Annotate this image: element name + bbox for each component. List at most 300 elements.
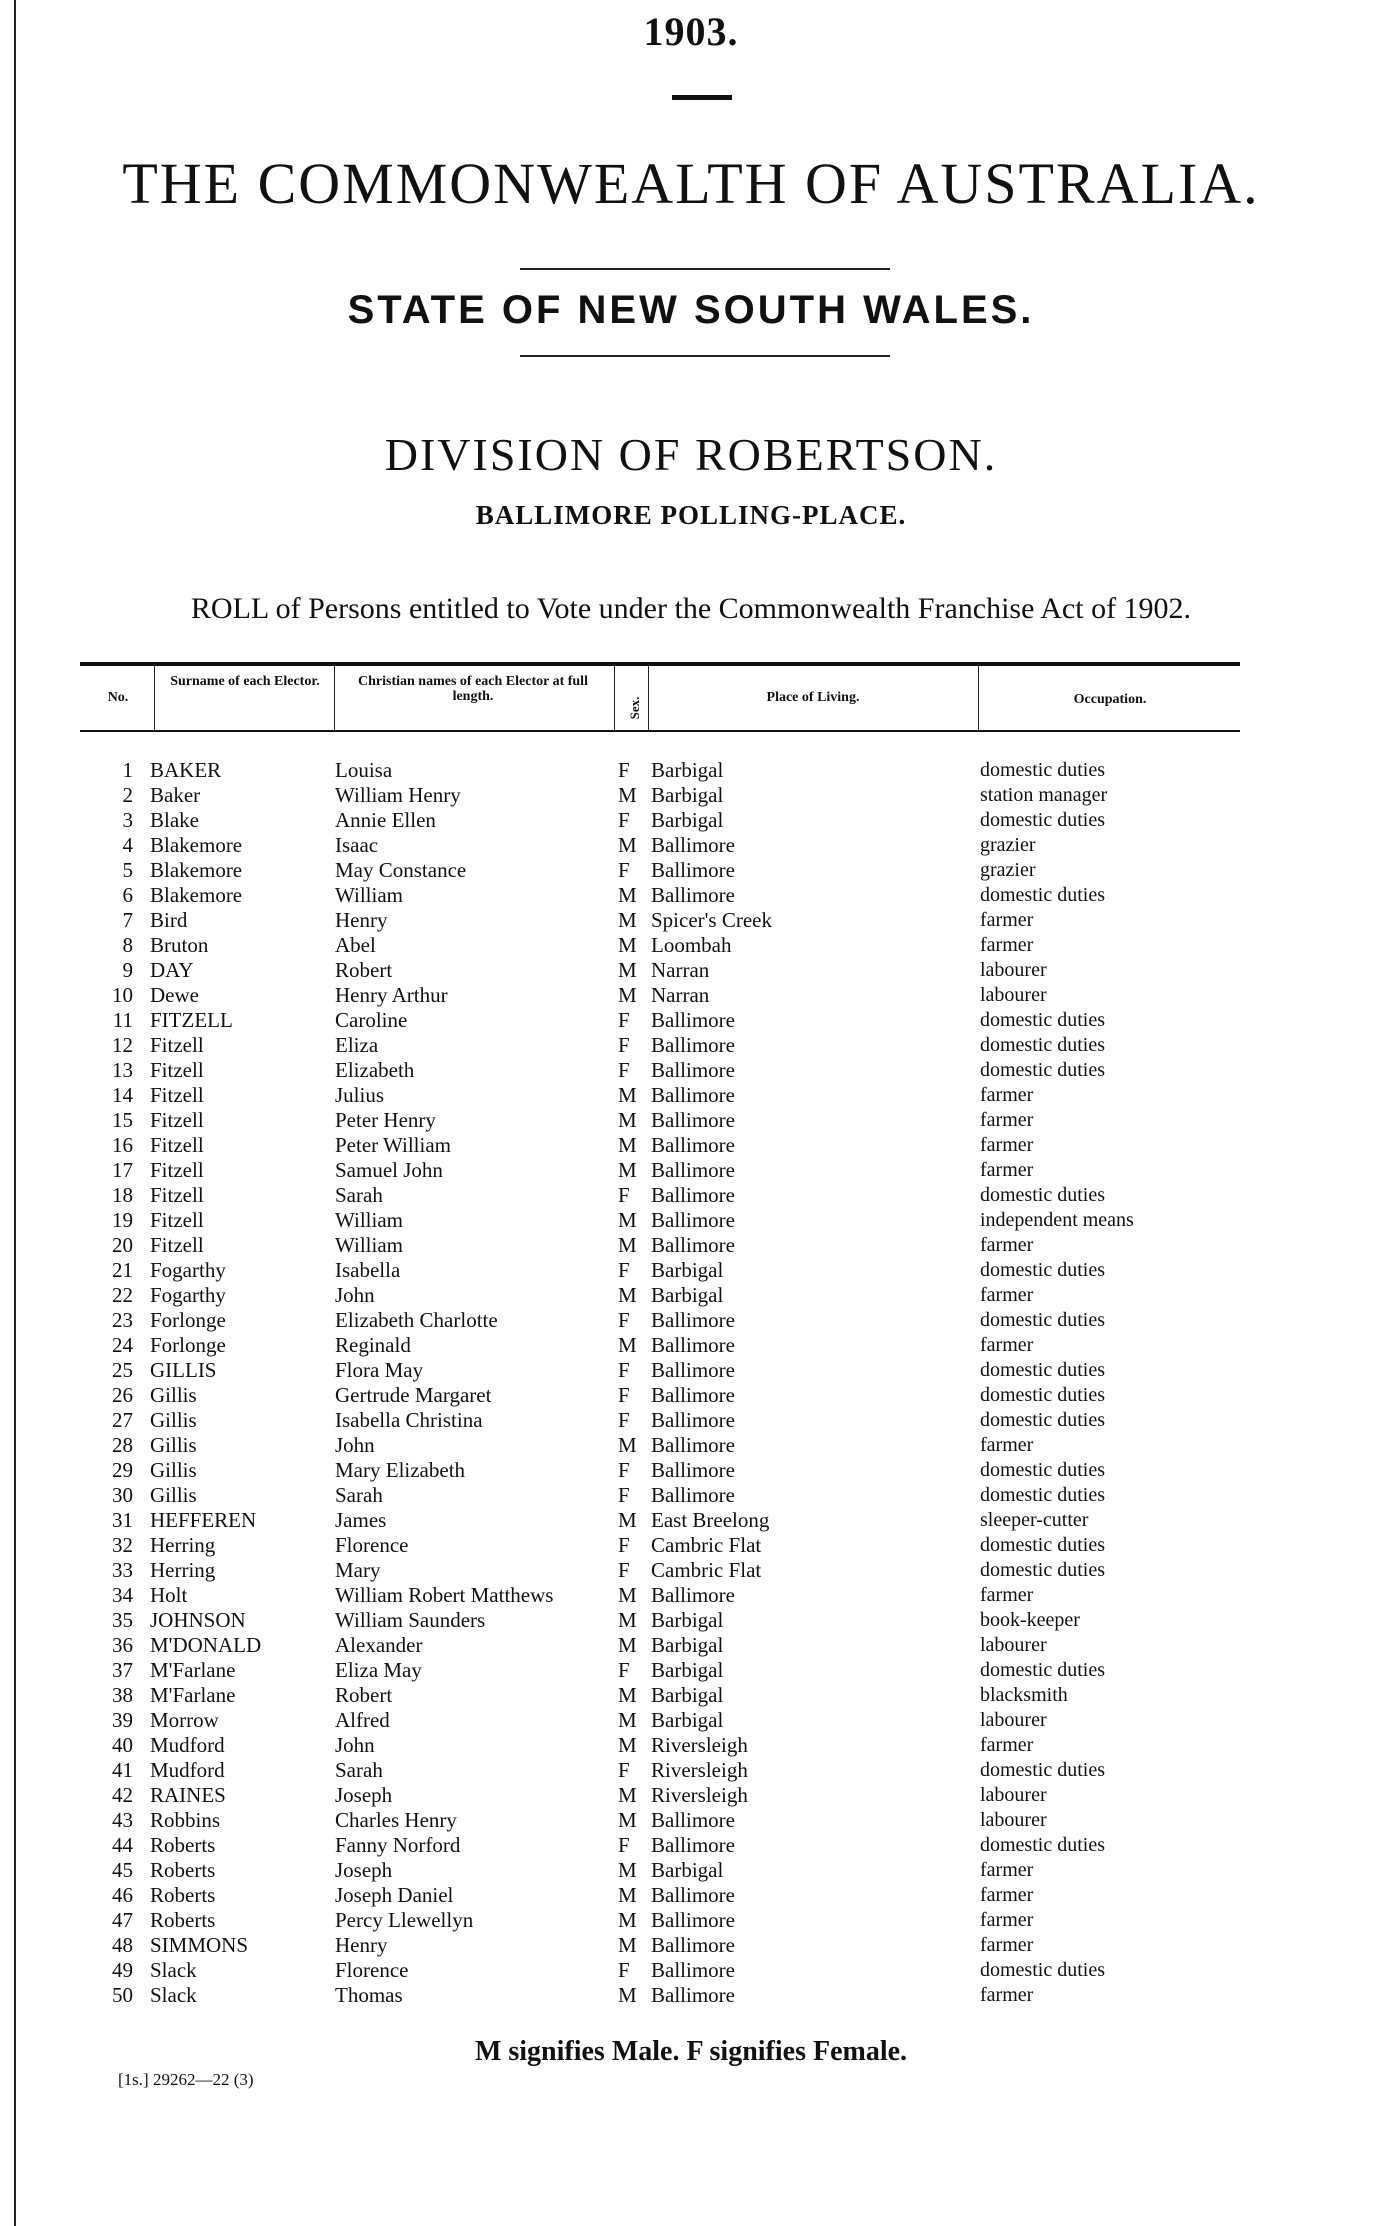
row-number: 6 [122, 883, 133, 907]
elector-christian-names: Peter Henry [335, 1108, 436, 1132]
elector-occupation: labourer [980, 1634, 1047, 1656]
table-row [0, 1383, 1382, 1408]
row-number: 49 [112, 1958, 133, 1982]
elector-place: Ballimore [651, 1083, 735, 1107]
elector-sex: F [618, 808, 630, 832]
elector-christian-names: Peter William [335, 1133, 451, 1157]
elector-christian-names: Henry [335, 1933, 388, 1957]
elector-surname: Fitzell [150, 1058, 204, 1082]
row-number: 18 [112, 1183, 133, 1207]
elector-surname: Slack [150, 1983, 197, 2007]
elector-occupation: farmer [980, 1984, 1034, 2006]
elector-sex: F [618, 1958, 630, 1982]
elector-sex: M [618, 933, 637, 957]
elector-sex: M [618, 958, 637, 982]
elector-sex: M [618, 1933, 637, 1957]
elector-occupation: farmer [980, 1134, 1034, 1156]
row-number: 27 [112, 1408, 133, 1432]
elector-sex: M [618, 1858, 637, 1882]
table-row [0, 958, 1382, 983]
elector-place: Spicer's Creek [651, 908, 772, 932]
elector-occupation: labourer [980, 959, 1047, 981]
elector-place: Riversleigh [651, 1758, 748, 1782]
elector-christian-names: William Henry [335, 783, 461, 807]
elector-occupation: domestic duties [980, 1059, 1105, 1081]
elector-sex: M [618, 983, 637, 1007]
elector-surname: GILLIS [150, 1358, 217, 1382]
elector-sex: F [618, 1458, 630, 1482]
elector-occupation: farmer [980, 909, 1034, 931]
row-number: 38 [112, 1683, 133, 1707]
table-row [0, 1958, 1382, 1983]
table-row [0, 1708, 1382, 1733]
elector-christian-names: William Robert Matthews [335, 1583, 554, 1607]
elector-place: Ballimore [651, 1058, 735, 1082]
row-number: 44 [112, 1833, 133, 1857]
elector-place: Ballimore [651, 1183, 735, 1207]
elector-christian-names: Eliza May [335, 1658, 422, 1682]
elector-christian-names: Gertrude Margaret [335, 1383, 492, 1407]
page-title: THE COMMONWEALTH OF AUSTRALIA. [122, 151, 1260, 216]
division-heading: DIVISION OF ROBERTSON. [384, 429, 998, 480]
elector-sex: M [618, 908, 637, 932]
elector-christian-names: Julius [335, 1083, 385, 1107]
table-row [0, 1883, 1382, 1908]
table-row [0, 1008, 1382, 1033]
row-number: 40 [112, 1733, 133, 1757]
elector-sex: M [618, 1808, 637, 1832]
row-number: 35 [112, 1608, 133, 1632]
elector-christian-names: Joseph [335, 1858, 393, 1882]
elector-place: Barbigal [651, 783, 724, 807]
state-heading: STATE OF NEW SOUTH WALES. [347, 288, 1035, 332]
header-surname: Surname of each Elector. [170, 674, 320, 689]
elector-surname: DAY [150, 958, 194, 982]
elector-occupation: farmer [980, 1934, 1034, 1956]
elector-occupation: farmer [980, 1734, 1034, 1756]
elector-surname: Roberts [150, 1908, 216, 1932]
elector-sex: M [618, 1208, 637, 1232]
row-number: 19 [112, 1208, 133, 1232]
elector-place: Barbigal [651, 1258, 724, 1282]
elector-christian-names: Percy Llewellyn [335, 1908, 474, 1932]
elector-sex: F [618, 1358, 630, 1382]
elector-sex: F [618, 1033, 630, 1057]
elector-christian-names: Mary Elizabeth [335, 1458, 466, 1482]
elector-christian-names: Henry Arthur [335, 983, 448, 1007]
elector-sex: F [618, 1058, 630, 1082]
elector-surname: Fitzell [150, 1158, 204, 1182]
column-divider [154, 666, 155, 730]
table-row [0, 983, 1382, 1008]
table-row [0, 1358, 1382, 1383]
print-code: [1s.] 29262—22 (3) [118, 2070, 254, 2089]
elector-occupation: independent means [980, 1209, 1134, 1231]
table-row [0, 1658, 1382, 1683]
elector-christian-names: May Constance [335, 858, 467, 882]
table-row [0, 783, 1382, 808]
elector-surname: Fitzell [150, 1033, 204, 1057]
elector-place: Ballimore [651, 1233, 735, 1257]
table-row [0, 1608, 1382, 1633]
elector-occupation: farmer [980, 934, 1034, 956]
elector-surname: Blakemore [150, 858, 243, 882]
row-number: 31 [112, 1508, 133, 1532]
row-number: 9 [122, 958, 133, 982]
table-row [0, 1533, 1382, 1558]
elector-sex: M [618, 1433, 637, 1457]
elector-sex: M [618, 1108, 637, 1132]
elector-christian-names: Caroline [335, 1008, 408, 1032]
row-number: 13 [112, 1058, 133, 1082]
sex-legend: M signifies Male. F signifies Female. [474, 2036, 908, 2067]
elector-sex: F [618, 1408, 630, 1432]
elector-surname: HEFFEREN [150, 1508, 257, 1532]
row-number: 10 [112, 983, 133, 1007]
elector-christian-names: Mary [335, 1558, 381, 1582]
table-row [0, 1683, 1382, 1708]
elector-occupation: labourer [980, 1809, 1047, 1831]
elector-place: Ballimore [651, 883, 735, 907]
row-number: 7 [122, 908, 133, 932]
table-row [0, 758, 1382, 783]
row-number: 37 [112, 1658, 133, 1682]
elector-place: Loombah [651, 933, 732, 957]
elector-occupation: domestic duties [980, 809, 1105, 831]
elector-occupation: farmer [980, 1109, 1034, 1131]
elector-christian-names: Eliza [335, 1033, 379, 1057]
row-number: 28 [112, 1433, 133, 1457]
row-number: 16 [112, 1133, 133, 1157]
elector-occupation: domestic duties [980, 1384, 1105, 1406]
elector-place: Riversleigh [651, 1783, 748, 1807]
elector-christian-names: Louisa [335, 758, 393, 782]
elector-surname: Forlonge [150, 1308, 226, 1332]
row-number: 48 [112, 1933, 133, 1957]
elector-place: Ballimore [651, 1333, 735, 1357]
elector-christian-names: Robert [335, 958, 393, 982]
title-divider [520, 268, 890, 270]
elector-surname: RAINES [150, 1783, 226, 1807]
column-divider [334, 666, 335, 730]
elector-occupation: domestic duties [980, 1359, 1105, 1381]
elector-surname: Fitzell [150, 1183, 204, 1207]
row-number: 29 [112, 1458, 133, 1482]
table-row [0, 883, 1382, 908]
elector-place: Barbigal [651, 758, 724, 782]
row-number: 22 [112, 1283, 133, 1307]
elector-occupation: domestic duties [980, 1484, 1105, 1506]
elector-occupation: domestic duties [980, 1009, 1105, 1031]
row-number: 43 [112, 1808, 133, 1832]
elector-sex: M [618, 1233, 637, 1257]
elector-surname: Gillis [150, 1383, 197, 1407]
row-number: 8 [122, 933, 133, 957]
elector-surname: Roberts [150, 1883, 216, 1907]
elector-occupation: domestic duties [980, 1834, 1105, 1856]
elector-occupation: station manager [980, 784, 1108, 806]
elector-surname: SIMMONS [150, 1933, 249, 1957]
row-number: 47 [112, 1908, 133, 1932]
table-row [0, 1183, 1382, 1208]
table-row [0, 1058, 1382, 1083]
row-number: 20 [112, 1233, 133, 1257]
header-no: No. [107, 690, 129, 705]
elector-place: Barbigal [651, 1283, 724, 1307]
row-number: 4 [122, 833, 133, 857]
row-number: 46 [112, 1883, 133, 1907]
elector-sex: M [618, 1908, 637, 1932]
row-number: 50 [112, 1983, 133, 2007]
table-row [0, 1633, 1382, 1658]
table-row [0, 1108, 1382, 1133]
elector-rows [0, 758, 1382, 2008]
table-row [0, 1208, 1382, 1233]
elector-christian-names: Charles Henry [335, 1808, 457, 1832]
table-row [0, 1458, 1382, 1483]
table-row [0, 1933, 1382, 1958]
elector-sex: F [618, 758, 630, 782]
elector-christian-names: Isabella Christina [335, 1408, 483, 1432]
elector-surname: Herring [150, 1558, 216, 1582]
elector-surname: Slack [150, 1958, 197, 1982]
elector-surname: Baker [150, 783, 201, 807]
row-number: 26 [112, 1383, 133, 1407]
elector-sex: F [618, 1308, 630, 1332]
elector-occupation: grazier [980, 859, 1036, 881]
elector-sex: F [618, 1658, 630, 1682]
table-row [0, 1158, 1382, 1183]
elector-surname: Blake [150, 808, 199, 832]
elector-place: Barbigal [651, 1633, 724, 1657]
elector-occupation: domestic duties [980, 1559, 1105, 1581]
table-row [0, 1283, 1382, 1308]
elector-surname: Dewe [150, 983, 199, 1007]
elector-place: Ballimore [651, 1158, 735, 1182]
elector-surname: Blakemore [150, 883, 243, 907]
elector-surname: Fitzell [150, 1208, 204, 1232]
elector-place: Ballimore [651, 1883, 735, 1907]
elector-place: Ballimore [651, 1033, 735, 1057]
row-number: 25 [112, 1358, 133, 1382]
table-row [0, 1233, 1382, 1258]
elector-occupation: sleeper-cutter [980, 1509, 1089, 1531]
elector-sex: F [618, 1483, 630, 1507]
elector-christian-names: Annie Ellen [335, 808, 436, 832]
elector-christian-names: John [335, 1733, 375, 1757]
row-number: 14 [112, 1083, 133, 1107]
table-row [0, 1483, 1382, 1508]
row-number: 36 [112, 1633, 133, 1657]
elector-surname: Fitzell [150, 1133, 204, 1157]
elector-sex: M [618, 1633, 637, 1657]
row-number: 32 [112, 1533, 133, 1557]
elector-christian-names: Isaac [335, 833, 379, 857]
elector-occupation: domestic duties [980, 759, 1105, 781]
column-divider [648, 666, 649, 730]
elector-place: Ballimore [651, 1408, 735, 1432]
elector-sex: F [618, 1558, 630, 1582]
row-number: 11 [112, 1008, 133, 1032]
elector-occupation: farmer [980, 1909, 1034, 1931]
elector-sex: M [618, 833, 637, 857]
elector-christian-names: Sarah [335, 1483, 383, 1507]
elector-occupation: domestic duties [980, 1184, 1105, 1206]
elector-sex: F [618, 1758, 630, 1782]
elector-place: Ballimore [651, 833, 735, 857]
elector-sex: M [618, 1683, 637, 1707]
elector-sex: M [618, 1708, 637, 1732]
year-dash-divider [672, 95, 732, 100]
elector-place: Ballimore [651, 1983, 735, 2007]
row-number: 21 [112, 1258, 133, 1282]
table-header-rule [80, 730, 1240, 732]
elector-place: Ballimore [651, 1008, 735, 1032]
elector-sex: F [618, 1183, 630, 1207]
elector-surname: Fogarthy [150, 1258, 226, 1282]
table-row [0, 1558, 1382, 1583]
row-number: 24 [112, 1333, 133, 1357]
elector-christian-names: Alexander [335, 1633, 423, 1657]
table-top-rule [80, 662, 1240, 666]
row-number: 15 [112, 1108, 133, 1132]
elector-place: Ballimore [651, 1308, 735, 1332]
row-number: 12 [112, 1033, 133, 1057]
year-heading: 1903. [643, 9, 739, 54]
table-row [0, 1083, 1382, 1108]
elector-surname: Herring [150, 1533, 216, 1557]
elector-surname: M'Farlane [150, 1683, 236, 1707]
elector-occupation: farmer [980, 1284, 1034, 1306]
elector-surname: JOHNSON [150, 1608, 246, 1632]
elector-surname: Morrow [150, 1708, 219, 1732]
elector-sex: M [618, 1133, 637, 1157]
elector-christian-names: Elizabeth [335, 1058, 415, 1082]
elector-place: Narran [651, 958, 710, 982]
table-row [0, 808, 1382, 833]
header-occupation: Occupation. [1073, 692, 1147, 707]
table-row [0, 1858, 1382, 1883]
elector-christian-names: James [335, 1508, 387, 1532]
elector-surname: BAKER [150, 758, 222, 782]
elector-place: Ballimore [651, 1458, 735, 1482]
elector-place: Barbigal [651, 808, 724, 832]
table-row [0, 1408, 1382, 1433]
elector-christian-names: Alfred [335, 1708, 390, 1732]
column-divider [614, 666, 615, 730]
elector-surname: M'Farlane [150, 1658, 236, 1682]
table-row [0, 1833, 1382, 1858]
table-row [0, 1133, 1382, 1158]
elector-place: Ballimore [651, 1583, 735, 1607]
polling-place-heading: BALLIMORE POLLING-PLACE. [475, 500, 907, 530]
elector-christian-names: Robert [335, 1683, 393, 1707]
header-sex: Sex. [627, 696, 642, 720]
elector-christian-names: William [335, 1208, 403, 1232]
elector-occupation: domestic duties [980, 1034, 1105, 1056]
row-number: 41 [112, 1758, 133, 1782]
elector-christian-names: Thomas [335, 1983, 403, 2007]
elector-surname: Gillis [150, 1408, 197, 1432]
row-number: 42 [112, 1783, 133, 1807]
elector-occupation: farmer [980, 1084, 1034, 1106]
elector-place: Ballimore [651, 1908, 735, 1932]
elector-place: Ballimore [651, 1433, 735, 1457]
column-divider [978, 666, 979, 730]
elector-christian-names: Joseph [335, 1783, 393, 1807]
elector-occupation: farmer [980, 1159, 1034, 1181]
elector-christian-names: Flora May [335, 1358, 424, 1382]
elector-christian-names: John [335, 1433, 375, 1457]
elector-surname: Gillis [150, 1458, 197, 1482]
elector-christian-names: Fanny Norford [335, 1833, 461, 1857]
elector-occupation: farmer [980, 1434, 1034, 1456]
elector-place: Ballimore [651, 1958, 735, 1982]
table-row [0, 833, 1382, 858]
elector-occupation: labourer [980, 984, 1047, 1006]
elector-occupation: domestic duties [980, 1534, 1105, 1556]
elector-sex: M [618, 1883, 637, 1907]
elector-surname: Blakemore [150, 833, 243, 857]
elector-surname: Mudford [150, 1733, 225, 1757]
state-divider [520, 355, 890, 357]
table-row [0, 1508, 1382, 1533]
elector-surname: M'DONALD [150, 1633, 262, 1657]
row-number: 34 [112, 1583, 133, 1607]
elector-christian-names: Samuel John [335, 1158, 443, 1182]
elector-occupation: domestic duties [980, 1409, 1105, 1431]
elector-occupation: book-keeper [980, 1609, 1080, 1631]
elector-place: Ballimore [651, 1108, 735, 1132]
elector-sex: F [618, 1833, 630, 1857]
elector-surname: FITZELL [150, 1008, 233, 1032]
elector-surname: Roberts [150, 1858, 216, 1882]
elector-christian-names: William [335, 883, 403, 907]
elector-surname: Forlonge [150, 1333, 226, 1357]
elector-sex: M [618, 1283, 637, 1307]
elector-occupation: blacksmith [980, 1684, 1068, 1706]
table-row [0, 908, 1382, 933]
table-row [0, 1733, 1382, 1758]
elector-sex: F [618, 1533, 630, 1557]
row-number: 39 [112, 1708, 133, 1732]
row-number: 1 [122, 758, 133, 782]
elector-christian-names: Florence [335, 1958, 409, 1982]
elector-occupation: domestic duties [980, 1759, 1105, 1781]
elector-christian-names: Henry [335, 908, 388, 932]
elector-occupation: farmer [980, 1584, 1034, 1606]
elector-surname: Bird [150, 908, 188, 932]
elector-surname: Fitzell [150, 1108, 204, 1132]
elector-place: Narran [651, 983, 710, 1007]
elector-christian-names: William [335, 1233, 403, 1257]
elector-occupation: farmer [980, 1334, 1034, 1356]
elector-occupation: farmer [980, 1234, 1034, 1256]
elector-occupation: farmer [980, 1884, 1034, 1906]
row-number: 45 [112, 1858, 133, 1882]
elector-surname: Bruton [150, 933, 209, 957]
table-row [0, 1808, 1382, 1833]
elector-place: East Breelong [651, 1508, 770, 1532]
elector-surname: Roberts [150, 1833, 216, 1857]
elector-place: Barbigal [651, 1658, 724, 1682]
elector-place: Barbigal [651, 1708, 724, 1732]
row-number: 2 [122, 783, 133, 807]
elector-sex: M [618, 1083, 637, 1107]
table-row [0, 1433, 1382, 1458]
row-number: 3 [122, 808, 133, 832]
elector-place: Ballimore [651, 1133, 735, 1157]
